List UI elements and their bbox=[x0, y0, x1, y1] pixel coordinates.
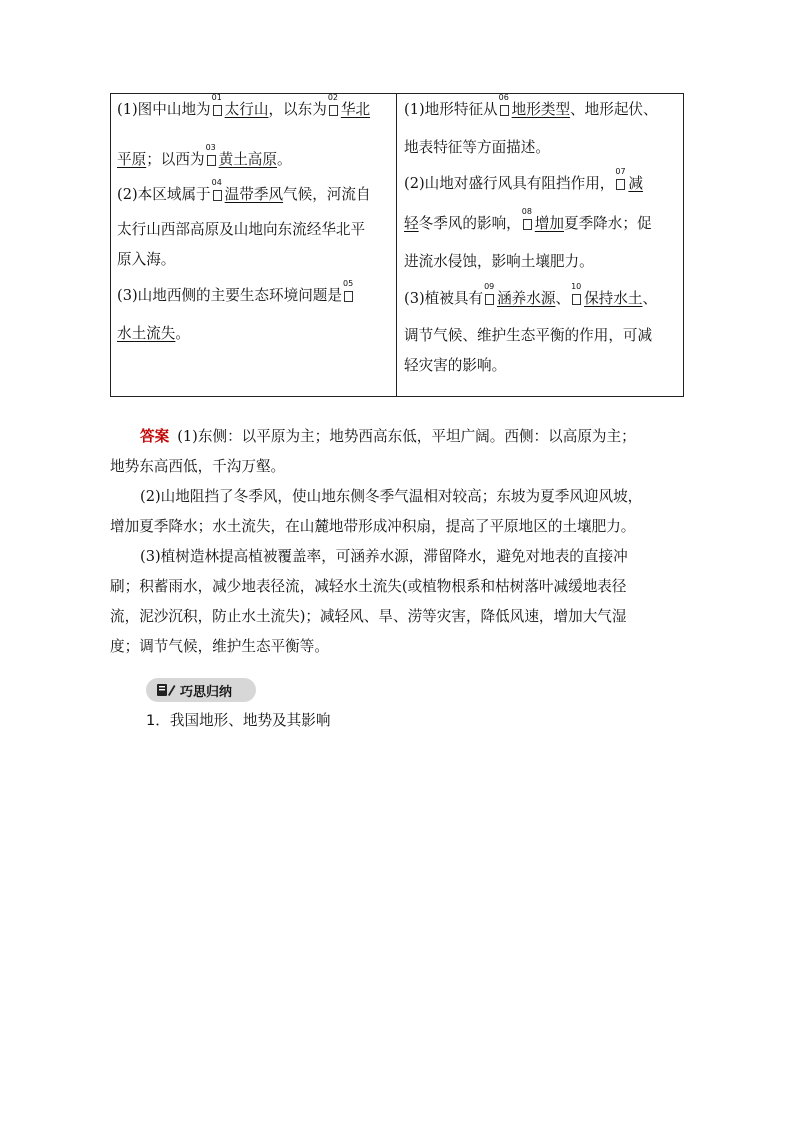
answer-line bbox=[110, 422, 684, 452]
blank-number: 02 bbox=[327, 93, 339, 102]
text: 气候，河流自 bbox=[283, 186, 371, 203]
answer-line: (2)山地阻挡了冬季风，使山地东侧冬季气温相对较高；东坡为夏季风迎风坡， bbox=[140, 488, 643, 505]
blank-number: 03 bbox=[205, 143, 216, 152]
text: ，以东为 bbox=[268, 101, 327, 118]
text-line bbox=[404, 93, 678, 120]
answer-line: (3)植树造林提高植被覆盖率，可涵养水源，滞留降水，避免对地表的直接冲 bbox=[140, 548, 628, 565]
blank-number: 07 bbox=[615, 167, 626, 176]
blank-marker bbox=[484, 282, 496, 305]
left-item-3 bbox=[117, 279, 391, 344]
text-line: 调节气候、维护生态平衡的作用，可减 bbox=[404, 327, 653, 344]
text-line: 轻灾害的影响。 bbox=[404, 357, 507, 374]
text: (2)本区域属于 bbox=[117, 186, 211, 203]
answer-text: 减 bbox=[628, 175, 644, 192]
blank-marker bbox=[343, 279, 355, 302]
blank-marker bbox=[211, 178, 224, 201]
text: 、 bbox=[555, 290, 571, 307]
answer-label: 答案 bbox=[140, 428, 170, 445]
text-line: 地表特征等方面描述。 bbox=[404, 139, 550, 156]
blank-number: 06 bbox=[498, 93, 509, 102]
text-line bbox=[404, 282, 678, 309]
text: (2)山地对盛行风具有阻挡作用， bbox=[404, 175, 615, 192]
answer-line: 流，泥沙沉积，防止水土流失)；减轻风、旱、涝等灾害，降低风速，增加大气湿 bbox=[110, 608, 627, 625]
blank-marker bbox=[327, 93, 340, 116]
answer-line: 增加夏季降水；水土流失，在山麓地带形成冲积扇，提高了平原地区的土壤肥力。 bbox=[110, 518, 636, 535]
answer-text: 温带季风 bbox=[224, 186, 284, 203]
text-line bbox=[404, 167, 678, 194]
answer-text: 黄土高原 bbox=[218, 151, 277, 168]
answer-line: 地势东高西低，千沟万壑。 bbox=[110, 458, 286, 475]
blank-marker bbox=[521, 207, 534, 230]
answer-text: 平原 bbox=[117, 151, 147, 168]
text-line: 原入海。 bbox=[117, 251, 176, 268]
table-right-column bbox=[397, 94, 683, 396]
blank-number: 10 bbox=[571, 282, 582, 291]
blank-marker bbox=[571, 282, 583, 305]
text-line bbox=[117, 143, 391, 170]
answer-text: 太行山 bbox=[224, 101, 269, 118]
blank-number: 09 bbox=[484, 282, 495, 291]
text: ；以西为 bbox=[146, 151, 205, 168]
left-item-2 bbox=[117, 178, 391, 270]
answer-text: 地形类型 bbox=[511, 101, 571, 118]
right-item-2 bbox=[404, 167, 678, 272]
blank-number: 04 bbox=[211, 178, 222, 187]
answer-text: 轻 bbox=[404, 215, 419, 232]
answer-text: 保持水土 bbox=[584, 290, 643, 307]
blank-number: 08 bbox=[521, 207, 532, 216]
text-line bbox=[117, 324, 391, 344]
text: 冬季风的影响， bbox=[418, 215, 521, 232]
answer-text: 增加 bbox=[534, 215, 564, 232]
answer-line: 刷；积蓄雨水，减少地表径流，减轻水土流失(或植物根系和枯树落叶减缓地表径 bbox=[110, 578, 627, 595]
blank-marker bbox=[205, 143, 218, 166]
answer-section bbox=[110, 422, 684, 662]
right-item-1 bbox=[404, 93, 678, 158]
text: (1)图中山地为 bbox=[117, 101, 211, 118]
text: 、地形起伏、 bbox=[570, 101, 658, 118]
text-line bbox=[117, 93, 391, 120]
text-line: 太行山西部高原及山地向东流经华北平 bbox=[117, 221, 366, 238]
text: (3)山地西侧的主要生态环境问题是 bbox=[117, 287, 342, 304]
table-left-column bbox=[111, 94, 397, 396]
blank-marker bbox=[615, 167, 627, 190]
blank-marker bbox=[211, 93, 224, 116]
blank-number: 05 bbox=[343, 279, 354, 288]
answer-text: 华北 bbox=[340, 101, 371, 118]
text: 夏季降水；促 bbox=[563, 215, 652, 232]
text: (3)植被具有 bbox=[404, 290, 484, 307]
question-table bbox=[110, 93, 684, 397]
answer-text: 水土流失 bbox=[117, 325, 176, 342]
text: 。 bbox=[175, 325, 190, 342]
answer-line: 度；调节气候，维护生态平衡等。 bbox=[110, 638, 329, 655]
text-line: 进流水侵蚀，影响土壤肥力。 bbox=[404, 253, 594, 270]
section-title: 1．我国地形、地势及其影响 bbox=[146, 712, 331, 729]
badge-label: 巧思归纳 bbox=[180, 684, 233, 700]
text: 、 bbox=[642, 290, 658, 307]
summary-badge bbox=[146, 678, 256, 702]
blank-marker bbox=[498, 93, 511, 116]
text-line bbox=[117, 279, 391, 306]
text: (1)地形特征从 bbox=[404, 101, 498, 118]
text-line bbox=[117, 178, 391, 205]
left-item-1 bbox=[117, 93, 391, 170]
pen-icon bbox=[156, 682, 176, 698]
text: 。 bbox=[276, 151, 292, 168]
right-item-3 bbox=[404, 282, 678, 376]
answer-text: 涵养水源 bbox=[497, 290, 556, 307]
text-line bbox=[404, 207, 678, 234]
answer-text: (1)东侧：以平原为主；地势西高东低，平坦广阔。西侧：以高原为主； bbox=[177, 428, 636, 445]
blank-number: 01 bbox=[211, 93, 222, 102]
